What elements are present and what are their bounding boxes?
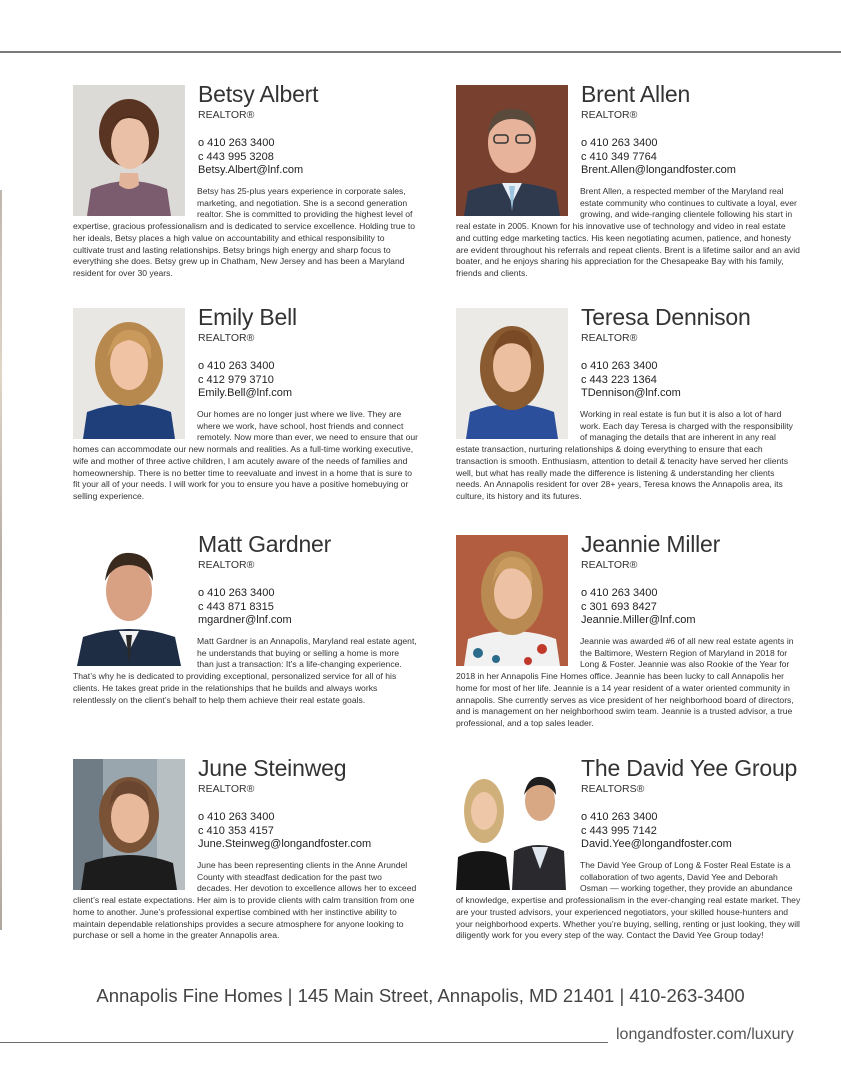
email-address[interactable]: mgardner@lnf.com xyxy=(198,614,292,626)
agent-contact xyxy=(198,811,371,852)
agent-name: Teresa Dennison xyxy=(581,304,751,330)
email-address[interactable]: Jeannie.Miller@lnf.com xyxy=(581,614,696,626)
agent-name: Betsy Albert xyxy=(198,81,319,107)
office-phone: o 410 263 3400 xyxy=(581,587,658,599)
agent-title: REALTOR® xyxy=(198,559,255,571)
email-address[interactable]: June.Steinweg@longandfoster.com xyxy=(198,838,372,850)
email-address[interactable]: David.Yee@longandfoster.com xyxy=(581,838,732,850)
agent-title: REALTOR® xyxy=(581,332,638,344)
office-phone: o 410 263 3400 xyxy=(198,360,275,372)
agent-bio-block xyxy=(73,636,418,706)
cell-phone: c 443 995 7142 xyxy=(581,824,657,837)
footer-website-link[interactable]: longandfoster.com/luxury xyxy=(616,1026,794,1043)
cell-phone: c 443 995 3208 xyxy=(198,150,274,163)
cell-phone: c 410 349 7764 xyxy=(581,150,657,163)
agent-bio-block xyxy=(456,860,801,942)
agent-title: REALTOR® xyxy=(581,109,638,121)
cell-phone: c 410 353 4157 xyxy=(198,824,274,837)
agent-contact xyxy=(581,360,681,401)
agent-bio: Working in real estate is fun but it is also a lot of hard work. Each day Teresa is charged with the responsibility of managing the details that are inherent in any real estate transaction, nurturing relationships & doing everything to ensure that each transaction is smooth. Enthusiasm, attention to detail & tenacity have served her clients well, but what has really made the difference is listening & understanding her clients needs. An Annapolis resident for over 28+ years, Teresa knows the Annapolis area, its culture, its history and its futures. xyxy=(456,409,793,501)
agent-title: REALTOR® xyxy=(198,109,255,121)
agent-bio-block xyxy=(456,186,801,280)
agent-bio: Our homes are no longer just where we live. They are where we work, have school, host friends and connect remotely. Now more than ever, we need to ensure that our homes can accommodate our new normals and realities. As a full-time working executive, wife and mother of three active children, I am acutely aware of the needs of families and homeownership. There is no better time to reevaluate and invest in a home that is sure to fit your all of your needs. I will work for you to ensure you have a positive homebuying or selling experience. xyxy=(73,409,419,501)
agent-name: June Steinweg xyxy=(198,755,347,781)
agent-bio: Brent Allen, a respected member of the Maryland real estate community who continues to cultivate a loyal, ever growing, and wide-ranging clientele following his start in real estate in 2005. Known for his innovative use of technology and video in real estate and cutting edge marketing tactics. His keen negotiating acumen, patience, and honesty are evident throughout his referrals and repeat clients. Brent is a lifetime sailor and an avid boater, and he enjoys sharing his appreciation for the Chesapeake Bay with his family, friends and clients. xyxy=(456,186,800,278)
agent-name: Emily Bell xyxy=(198,304,297,330)
footer-office-address: Annapolis Fine Homes | 145 Main Street, Annapolis, MD 21401 | 410-263-3400 xyxy=(96,985,745,1006)
agent-contact xyxy=(581,811,732,852)
agent-bio-block xyxy=(73,409,418,503)
office-phone: o 410 263 3400 xyxy=(198,587,275,599)
agent-title: REALTOR® xyxy=(581,559,638,571)
agent-bio: June has been representing clients in the Anne Arundel County with steadfast dedication for the past two decades. Her devotion to excellence allows her to exceed client’s real estate expectations. Her aim is to provide clients with calm transition from one home to another. June’s professional expertise combined with her instinctive ability to maintain dependable relationships provides a secure atmosphere for anyone looking to purchase or sell a home in the greater Annapolis area. xyxy=(73,860,417,941)
agent-bio-block xyxy=(456,636,801,730)
agent-title: REALTOR® xyxy=(198,332,255,344)
agent-contact xyxy=(198,587,292,628)
agent-bio: Jeannie was awarded #6 of all new real estate agents in the Baltimore, Western Region of Maryland in 2018 for Long & Foster. Jeannie was also Rookie of the Year for 2018 in her Annapolis Fine Homes office. Jeannie has been lucky to call Annapolis her home for most of her life. Jeannie is a 14 year resident of a water oriented community in annapolis. She currently serves as vice president of her neighborhood board of directors, and is management on her neighborhood swim team. Jeannie is a trusted advisor, a true professional, and a top sales leader. xyxy=(456,636,794,728)
agent-bio-block xyxy=(73,186,418,280)
office-phone: o 410 263 3400 xyxy=(581,811,658,823)
agent-name: Brent Allen xyxy=(581,81,691,107)
cell-phone: c 443 223 1364 xyxy=(581,373,657,386)
agent-bio-block xyxy=(73,860,418,942)
cell-phone: c 301 693 8427 xyxy=(581,600,657,613)
agent-contact xyxy=(581,587,696,628)
agent-name: Jeannie Miller xyxy=(581,531,721,557)
agent-title: REALTORS® xyxy=(581,783,645,795)
office-phone: o 410 263 3400 xyxy=(581,360,658,372)
agent-bio-block xyxy=(456,409,801,503)
cell-phone: c 443 871 8315 xyxy=(198,600,274,613)
email-address[interactable]: Betsy.Albert@lnf.com xyxy=(198,164,304,176)
agent-bio: The David Yee Group of Long & Foster Real Estate is a collaboration of two agents, David Yee and Deborah Osman — working together, they provide an abundance of knowledge, expertise and professionalism in the ever-changing real estate market. They are your trusted advisors, your experienced negotiators, your skilled house-hunters and your neighborhood experts. Whether you’re buying, selling, renting or just looking, they will diligently work for you every step of the way. Contact the David Yee Group today! xyxy=(456,860,801,941)
agent-bio: Matt Gardner is an Annapolis, Maryland real estate agent, he understands that buying or selling a home is more than just a transaction: It’s a life-changing experience. That’s why he is dedicated to providing exceptional, personalized service for all of his clients. He takes great pride in the relationships that he builds and always works relentlessly on the client’s behalf to help them achieve their real estate goals. xyxy=(73,636,417,705)
agent-name: Matt Gardner xyxy=(198,531,332,557)
email-address[interactable]: Emily.Bell@lnf.com xyxy=(198,387,293,399)
agent-title: REALTOR® xyxy=(198,783,255,795)
email-address[interactable]: Brent.Allen@longandfoster.com xyxy=(581,164,736,176)
office-phone: o 410 263 3400 xyxy=(581,137,658,149)
footer-divider xyxy=(0,1042,608,1043)
agent-name: The David Yee Group xyxy=(581,755,798,781)
top-divider xyxy=(0,51,841,53)
agent-contact xyxy=(198,137,303,178)
email-address[interactable]: TDennison@lnf.com xyxy=(581,387,681,399)
agent-bio: Betsy has 25-plus years experience in corporate sales, marketing, and negotiation. She is a second generation realtor. She is committed to providing the highest level of expertise, gracious professionalism and is dedicated to service excellence. Holding true to her ideals, Betsy places a high value on accountability and ethical responsibility to cultivate trust and lasting relationships. Betsy brings high energy and sharp focus to everything she does. Betsy grew up in Chatham, New Jersey and has been a Maryland resident for over 30 years. xyxy=(73,186,416,278)
cell-phone: c 412 979 3710 xyxy=(198,373,274,386)
page-edge-image-strip xyxy=(0,190,2,930)
agent-contact xyxy=(581,137,736,178)
agent-contact xyxy=(198,360,292,401)
office-phone: o 410 263 3400 xyxy=(198,811,275,823)
office-phone: o 410 263 3400 xyxy=(198,137,275,149)
